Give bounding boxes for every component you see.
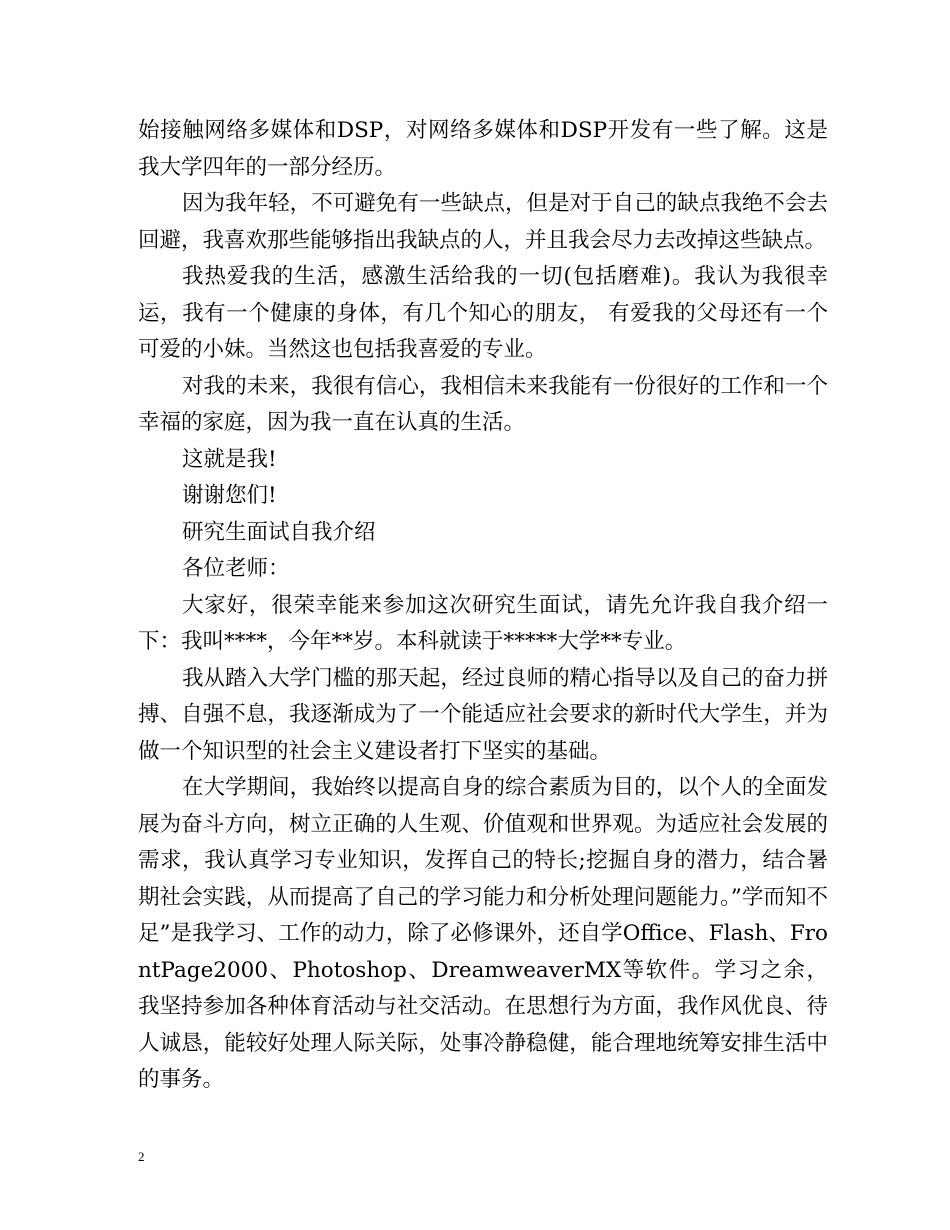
paragraph-greeting: 大家好，很荣幸能来参加这次研究生面试，请先允许我自我介绍一下：我叫****，今年**岁。本科就读于*****大学**专业。 <box>138 592 828 654</box>
section-heading: 研究生面试自我介绍 <box>182 519 376 545</box>
paragraph-thanks: 谢谢您们! <box>182 483 277 508</box>
salutation: 各位老师： <box>182 556 290 581</box>
paragraph-love-life: 我热爱我的生活，感激生活给我的一切(包括磨难)。我认为我很幸运，我有一个健康的身体，有几个知心的朋友， 有爱我的父母还有一个可爱的小妹。当然这也包括我喜爱的专业。 <box>138 264 828 362</box>
paragraph-shortcomings: 因为我年轻，不可避免有一些缺点，但是对于自己的缺点我绝不会去回避，我喜欢那些能够指出我缺点的人，并且我会尽力去改掉这些缺点。 <box>138 191 828 253</box>
paragraph-continuation: 始接触网络多媒体和DSP，对网络多媒体和DSP开发有一些了解。这是我大学四年的一部分经历。 <box>138 118 828 180</box>
page-number: 2 <box>138 1149 145 1164</box>
paragraph-university-period: 在大学期间，我始终以提高自身的综合素质为目的，以个人的全面发展为奋斗方向，树立正确的人生观、价值观和世界观。为适应社会发展的需求，我认真学习专业知识，发挥自己的特长;挖掘自身的潜力，结合暑期社会实践，从而提高了自己的学习能力和分析处理问题能力。”学而知不足”是我学习、工作的动力，除了必修课外，还自学Office、Flash、FrontPage2000、Photoshop、DreamweaverMX等软件。学习之余，我坚持参加各种体育活动与社交活动。在思想行为方面，我作风优良、待人诚恳，能较好处理人际关际，处事冷静稳健，能合理地统筹安排生活中的事务。 <box>138 775 828 1092</box>
paragraph-this-is-me: 这就是我! <box>182 446 277 472</box>
paragraph-university-start: 我从踏入大学门槛的那天起，经过良师的精心指导以及自己的奋力拼搏、自强不息，我逐渐成为了一个能适应社会要求的新时代大学生，并为做一个知识型的社会主义建设者打下坚实的基础。 <box>138 665 828 764</box>
page-body <box>138 113 828 1099</box>
paragraph-future: 对我的未来，我很有信心，我相信未来我能有一份很好的工作和一个幸福的家庭，因为我一直在认真的生活。 <box>138 373 828 435</box>
